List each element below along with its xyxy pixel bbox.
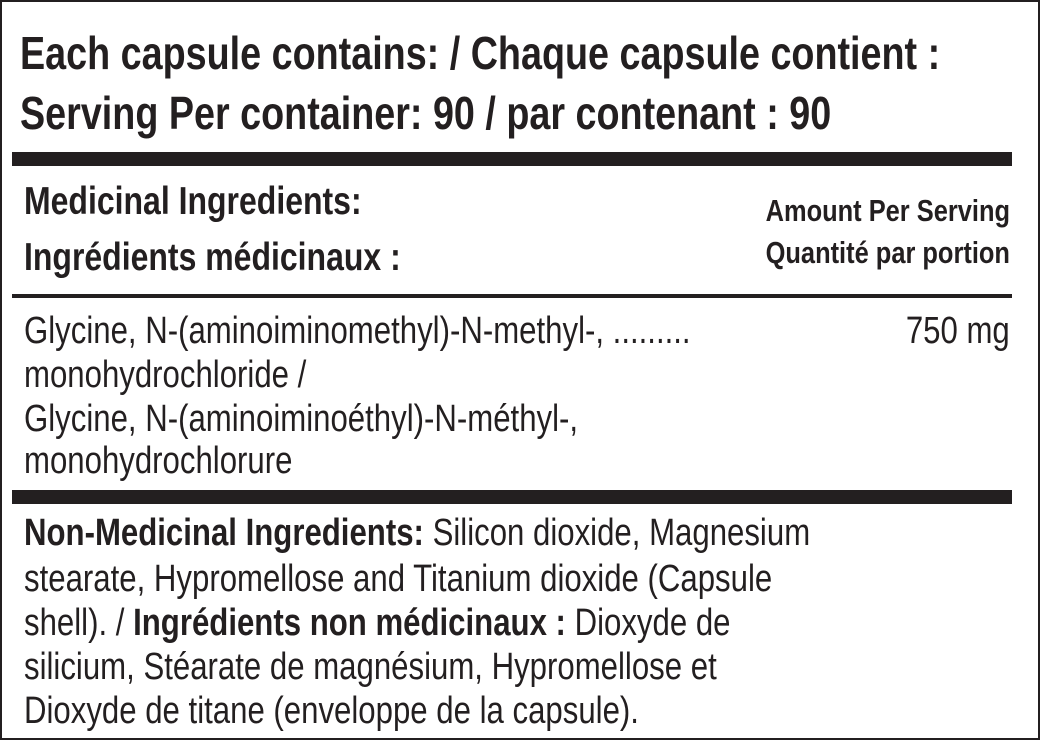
servings-per-container: Serving Per container: 90 / par contenant : 90 bbox=[20, 87, 832, 139]
non-medicinal-text: Dioxyde de bbox=[565, 602, 731, 644]
non-medicinal-line: stearate, Hypromellose and Titanium dioxide (Capsule bbox=[24, 558, 773, 600]
ingredient-amount: 750 mg bbox=[906, 310, 1010, 352]
ingredient-line: Glycine, N-(aminoiminomethyl)-N-methyl-, ......... bbox=[24, 310, 691, 352]
non-medicinal-line: Dioxyde de titane (enveloppe de la capsule). bbox=[24, 690, 639, 732]
divider-thin bbox=[12, 294, 1012, 298]
non-medicinal-line bbox=[24, 510, 810, 557]
medicinal-ingredients-title-en: Medicinal Ingredients: bbox=[24, 180, 362, 223]
amount-per-serving-header: Amount Per Serving bbox=[765, 193, 1010, 228]
ingredient-line: monohydrochloride / bbox=[24, 354, 307, 396]
non-medicinal-text: shell). / bbox=[24, 602, 134, 644]
ingredient-line: Glycine, N-(aminoiminoéthyl)-N-méthyl-, bbox=[24, 398, 579, 440]
ingredient-line: monohydrochlorure bbox=[24, 440, 293, 482]
non-medicinal-line bbox=[24, 600, 730, 647]
capsule-contents-heading: Each capsule contains: / Chaque capsule contient : bbox=[20, 27, 941, 79]
non-medicinal-line: silicium, Stéarate de magnésium, Hypromellose et bbox=[24, 646, 717, 688]
divider-thick bbox=[12, 152, 1012, 166]
non-medicinal-label-fr: Ingrédients non médicinaux : bbox=[133, 602, 566, 644]
non-medicinal-text: Silicon dioxide, Magnesium bbox=[423, 512, 811, 554]
quantite-par-portion-header: Quantité par portion bbox=[765, 235, 1010, 270]
medicinal-ingredients-title-fr: Ingrédients médicinaux : bbox=[24, 236, 401, 279]
non-medicinal-label-en: Non-Medicinal Ingredients: bbox=[24, 512, 424, 554]
divider-thick bbox=[12, 490, 1012, 504]
